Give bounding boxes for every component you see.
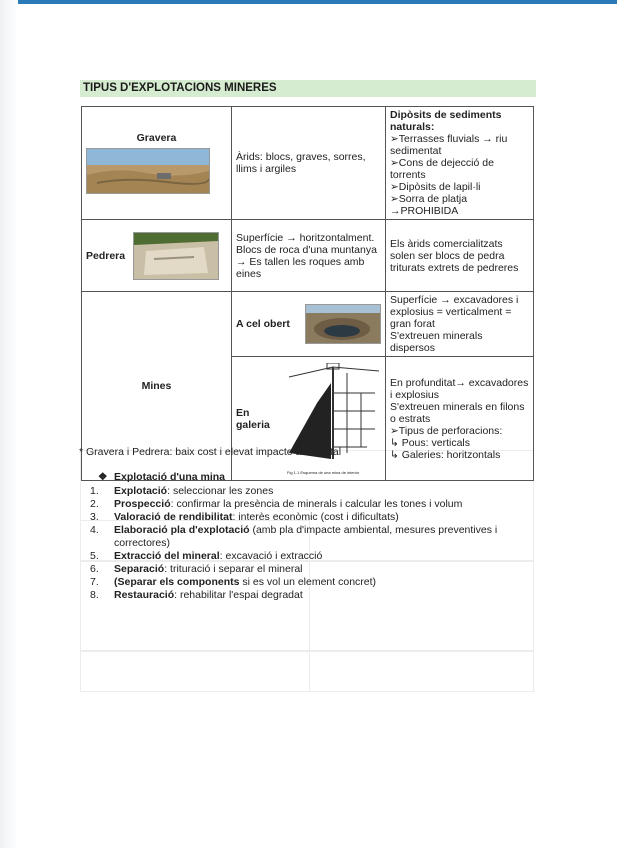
footnote: * Gravera i Pedrera: baix cost i elevat impacte ambiental <box>79 446 342 458</box>
list-item <box>90 511 510 524</box>
list-item <box>90 563 510 576</box>
step-text: : seleccionar les zones <box>167 485 274 497</box>
list-item: ➢Dipòsits de lapil·li <box>390 181 481 193</box>
page-top-edge <box>0 0 617 4</box>
step-text: si es vol un element concret) <box>239 576 377 588</box>
cel-obert-info <box>386 292 534 357</box>
step-text: : confirmar la presència de minerals i calcular les tones i volum <box>170 498 463 510</box>
figure-caption: Fig 1.1 Esquema de una mina de interior <box>287 469 360 475</box>
step-term: Valoració de rendibilitat <box>114 511 233 523</box>
list-item <box>90 589 510 602</box>
mining-types-table <box>81 106 534 481</box>
section-heading: TIPUS D'EXPLOTACIONS MINERES <box>80 80 536 97</box>
table-row <box>82 220 534 292</box>
list-item: ➢Sorra de platja →PROHIBIDA <box>390 193 468 217</box>
list-item: ➢Cons de dejecció de torrents <box>390 157 494 181</box>
step-number: 8. <box>90 589 99 601</box>
gravera-origin <box>386 107 534 220</box>
gravera-title: Gravera <box>136 132 177 144</box>
pedrera-origin: Els àrids comercialitzats solen ser blocs de pedra triturats extrets de pedreres <box>386 220 534 292</box>
step-number: 6. <box>90 563 99 575</box>
diamond-bullet-icon: ❖ <box>98 471 108 483</box>
galeria-line: ➢Tipus de perforacions: <box>390 424 503 437</box>
cel-obert-photo <box>305 304 381 344</box>
galeria-line: ↳ Pous: verticals <box>390 436 470 449</box>
step-text: (amb pla d'impacte ambiental, mesures preventives i correctores) <box>114 524 498 549</box>
step-term: Explotació <box>114 485 168 497</box>
page-left-shadow <box>0 0 18 848</box>
gravera-origin-title: Dipòsits de sediments naturals: <box>390 109 502 133</box>
step-number: 1. <box>90 485 99 497</box>
step-number: 3. <box>90 511 99 523</box>
step-term: (Separar els components <box>114 576 240 588</box>
step-text: : interès econòmic (cost i dificultats) <box>232 511 399 523</box>
galeria-title: En galeria <box>236 406 270 431</box>
gravera-cell <box>82 107 232 220</box>
step-text: : trituració i separar el mineral <box>164 563 303 575</box>
pedrera-photo <box>133 232 219 280</box>
step-text: : excavació i extracció <box>219 550 323 562</box>
mina-section-title <box>98 471 225 483</box>
step-number: 2. <box>90 498 99 510</box>
step-term: Separació <box>114 563 165 575</box>
cel-obert-title: A cel obert <box>236 318 290 330</box>
galeria-line: S'extreuen minerals en filons o estrats <box>390 400 525 425</box>
step-number: 7. <box>90 576 99 588</box>
list-item <box>90 550 510 563</box>
mina-title-text: Explotació d'una mina <box>114 471 226 483</box>
gravera-description: Àrids: blocs, graves, sorres, llims i argiles <box>232 107 386 220</box>
cel-obert-line: Superfície → excavadores i explosius = verticalment = gran forat <box>390 294 519 330</box>
list-item: ➢Terrasses fluvials → riu sedimentat <box>390 133 508 157</box>
table-row <box>82 292 534 357</box>
pedrera-title: Pedrera <box>86 249 126 262</box>
step-text: : rehabilitar l'espai degradat <box>174 589 303 601</box>
galeria-line: ↳ Galeries: horitzontals <box>390 448 501 461</box>
mines-title: Mines <box>141 380 172 392</box>
table-row <box>82 107 534 220</box>
gravera-photo <box>86 148 210 194</box>
step-term: Elaboració pla d'explotació <box>114 524 250 536</box>
list-item <box>90 498 510 511</box>
list-item <box>90 524 510 550</box>
list-item <box>90 576 510 589</box>
step-term: Prospecció <box>114 498 171 510</box>
step-term: Restauració <box>114 589 175 601</box>
galeria-info <box>386 357 534 481</box>
cel-obert-cell <box>232 292 386 357</box>
cel-obert-line: S'extreuen minerals dispersos <box>390 330 483 354</box>
pedrera-description: Superfície → horitzontalment. Blocs de roca d'una muntanya → Es tallen les roques amb eines <box>232 220 386 292</box>
list-item <box>90 485 510 498</box>
galeria-cell <box>232 357 386 481</box>
mina-steps-list <box>90 485 510 602</box>
step-term: Extracció del mineral <box>114 550 220 562</box>
pedrera-cell <box>82 220 232 292</box>
galeria-line: En profunditat→ excavadores i explosius <box>390 376 529 401</box>
step-number: 4. <box>90 524 99 536</box>
step-number: 5. <box>90 550 99 562</box>
